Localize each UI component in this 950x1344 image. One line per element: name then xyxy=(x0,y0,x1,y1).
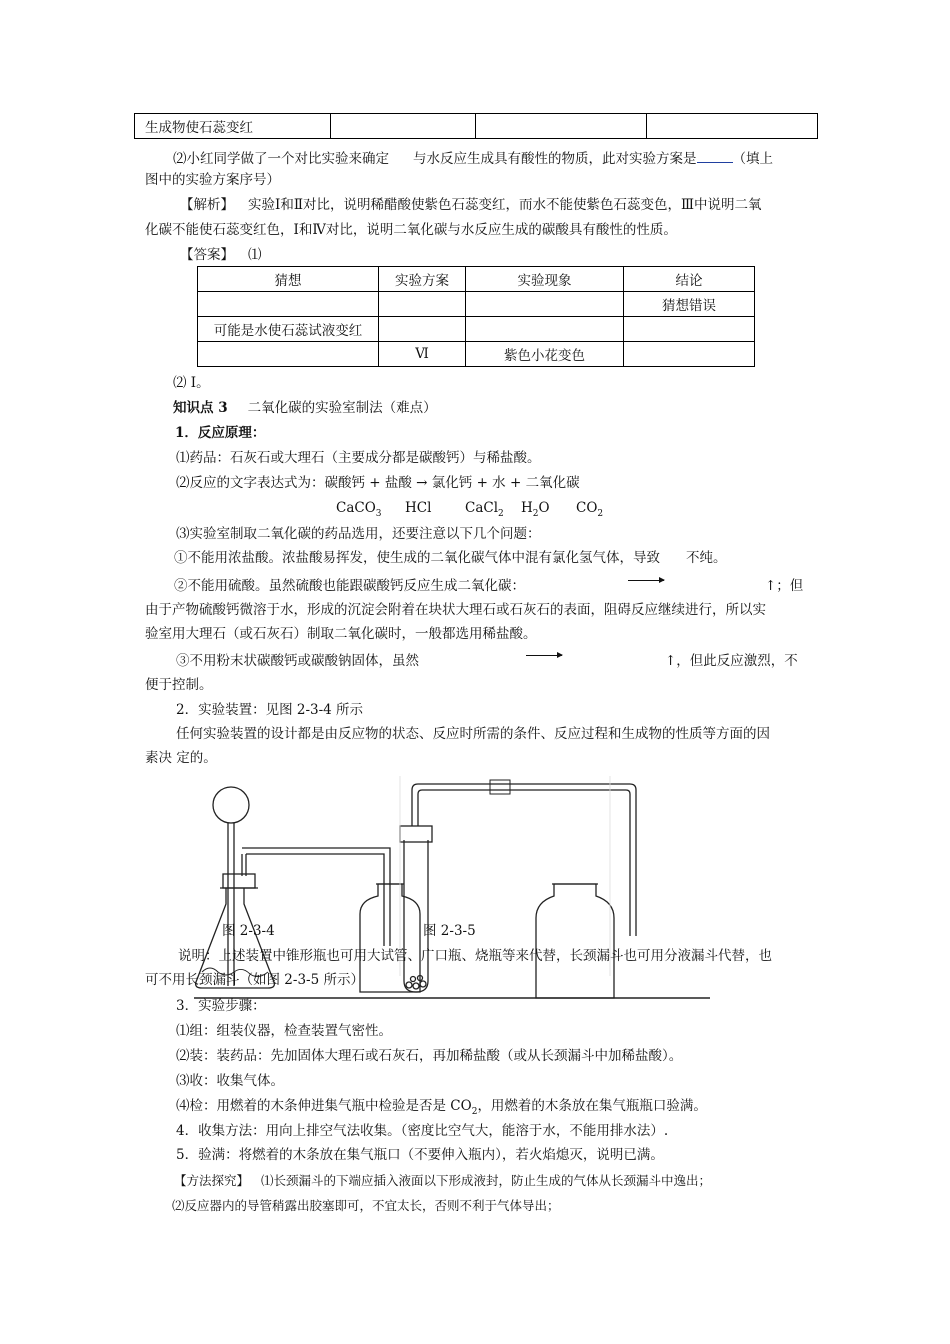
q2-line1 xyxy=(173,151,773,167)
method-line1 xyxy=(174,1175,711,1188)
s1-n3b: ↑，但此反应激烈，不 xyxy=(665,653,798,669)
formula-co2 xyxy=(576,502,603,519)
formula-sub: 2 xyxy=(498,509,504,519)
table-header: 实验方案 xyxy=(379,267,466,292)
s1-n1-text: ①不能用浓盐酸。浓盐酸易挥发，使生成的二氧化碳气体中混有氯化氢气体，导致 xyxy=(174,550,660,566)
top-table-cell xyxy=(647,114,818,139)
formula-cacl2 xyxy=(465,502,504,519)
s3-p4 xyxy=(176,1100,707,1117)
s1-n3a: ③不用粉末状碳酸钙或碳酸钠固体，虽然 xyxy=(176,653,419,669)
table-cell xyxy=(198,342,379,367)
table-header: 结论 xyxy=(624,267,755,292)
formula-text: H xyxy=(521,500,533,516)
s2-note2: 可不用长颈漏斗（如图 2-3-5 所示） xyxy=(145,972,364,988)
analysis-text: 实验Ⅰ和Ⅱ对比，说明稀醋酸使紫色石蕊变红，而水不能使紫色石蕊变色，Ⅲ中说明二氧 xyxy=(248,197,762,213)
top-table-cell xyxy=(476,114,647,139)
fig-caption-2: 图 2-3-5 xyxy=(423,923,476,939)
top-table-cell xyxy=(331,114,476,139)
formula-text: CaCO xyxy=(336,500,376,516)
s3-p4-text: ⑷检：用燃着的木条伸进集气瓶中检验是否是 CO xyxy=(176,1098,472,1114)
table-cell: 猜想错误 xyxy=(624,292,755,317)
s1-n3c: 便于控制。 xyxy=(145,677,213,693)
kp3-title: 二氧化碳的实验室制法（难点） xyxy=(247,400,437,416)
analysis-line2: 化碳不能使石蕊变红色，Ⅰ和Ⅳ对比，说明二氧化碳与水反应生成的碳酸具有酸性的性质。 xyxy=(145,222,677,238)
arrow-icon xyxy=(628,580,664,581)
kp3-label: 知识点 3 xyxy=(173,400,228,416)
fig-caption-1: 图 2-3-4 xyxy=(222,923,275,939)
answer-q2: ⑵ Ⅰ。 xyxy=(173,375,210,391)
s2-note1: 说明：上述装置中锥形瓶也可用大试管、广口瓶、烧瓶等来代替，长颈漏斗也可用分液漏斗代替，也 xyxy=(178,948,772,964)
answer-table xyxy=(197,266,755,367)
s3-p1: ⑴组：组装仪器，检查装置气密性。 xyxy=(176,1023,392,1039)
answer-num: ⑴ xyxy=(248,247,262,263)
table-cell xyxy=(198,292,379,317)
table-cell xyxy=(466,292,624,317)
table-cell xyxy=(379,317,466,342)
analysis-label: 【解析】 xyxy=(180,197,234,213)
apparatus-figure xyxy=(190,776,830,1002)
s3-heading: 3．实验步骤： xyxy=(176,998,266,1014)
s1-p3: ⑶实验室制取二氧化碳的药品选用，还要注意以下几个问题： xyxy=(176,526,541,542)
s3-p3: ⑶收：收集气体。 xyxy=(176,1073,284,1089)
s1-n2a: ②不能用硫酸。虽然硫酸也能跟碳酸钙反应生成二氧化碳： xyxy=(174,578,525,594)
q2-text: 与水反应生成具有酸性的物质，此对实验方案是 xyxy=(413,151,697,167)
s4-text: 4．收集方法：用向上排空气法收集。（密度比空气大，能溶于水，不能用排水法）. xyxy=(176,1123,669,1139)
answer-blank[interactable] xyxy=(697,151,733,163)
formula-text: CO xyxy=(576,500,598,516)
method-label: 【方法探究】 xyxy=(174,1173,250,1188)
s1-n1-text: 不纯。 xyxy=(686,550,727,566)
answer-label xyxy=(180,249,262,263)
top-table xyxy=(134,113,818,139)
top-table-cell: 生成物使石蕊变红 xyxy=(135,114,331,139)
formula-text: O xyxy=(538,500,550,516)
table-header: 实验现象 xyxy=(466,267,624,292)
answer-label-text: 【答案】 xyxy=(180,247,234,263)
arrow-icon xyxy=(526,655,562,656)
s2-p2: 素决 定的。 xyxy=(145,750,217,766)
s1-n2d: 验室用大理石（或石灰石）制取二氧化碳时，一般都选用稀盐酸。 xyxy=(145,626,537,642)
table-cell: Ⅵ xyxy=(379,342,466,367)
s2-heading: 2．实验装置：见图 2-3-4 所示 xyxy=(176,702,364,718)
s1-p1: ⑴药品：石灰石或大理石（主要成分都是碳酸钙）与稀盐酸。 xyxy=(176,450,541,466)
table-cell: 紫色小花变色 xyxy=(466,342,624,367)
analysis-line1 xyxy=(180,199,762,213)
formula-sub: 2 xyxy=(597,509,604,519)
table-cell xyxy=(624,342,755,367)
q2-text: ⑵小红同学做了一个对比实验来确定 xyxy=(173,151,389,167)
table-cell xyxy=(624,317,755,342)
method-line2: ⑵反应器内的导管稍露出胶塞即可，不宜太长，否则不利于气体导出； xyxy=(172,1198,560,1213)
s5-text: 5．验满：将燃着的木条放在集气瓶口（不要伸入瓶内），若火焰熄灭，说明已满。 xyxy=(176,1147,664,1163)
s1-heading: 1．反应原理： xyxy=(175,425,266,441)
s1-n2b: ↑；但 xyxy=(765,578,804,594)
formula-sub: 3 xyxy=(375,509,382,519)
s3-p2: ⑵装：装药品：先加固体大理石或石灰石，再加稀盐酸（或从长颈漏斗中加稀盐酸）。 xyxy=(176,1048,683,1064)
formula-hcl: HCl xyxy=(405,500,432,516)
kp3-heading xyxy=(173,402,437,416)
table-cell xyxy=(379,292,466,317)
s1-p2: ⑵反应的文字表达式为：碳酸钙 + 盐酸 → 氯化钙 + 水 + 二氧化碳 xyxy=(176,475,580,491)
s1-n2c: 由于产物硫酸钙微溶于水，形成的沉淀会附着在块状大理石或石灰石的表面，阻碍反应继续进行，所以实 xyxy=(145,602,766,618)
formula-text: CaCl xyxy=(465,500,499,516)
formula-caco3 xyxy=(336,502,382,519)
table-header: 猜想 xyxy=(198,267,379,292)
method-text: ⑴长颈漏斗的下端应插入液面以下形成液封，防止生成的气体从长颈漏斗中逸出； xyxy=(261,1173,712,1188)
q2-text: （填上 xyxy=(732,151,773,167)
formula-sub: 2 xyxy=(532,509,539,519)
formula-h2o xyxy=(521,502,550,519)
s3-p4-text: ，用燃着的木条放在集气瓶瓶口验满。 xyxy=(477,1098,707,1114)
s3-p4-sub: 2 xyxy=(471,1107,478,1117)
q2-line2: 图中的实验方案序号） xyxy=(145,172,280,188)
s2-p1: 任何实验装置的设计都是由反应物的状态、反应时所需的条件、反应过程和生成物的性质等方面的因 xyxy=(176,726,770,742)
table-cell: 可能是水使石蕊试液变红 xyxy=(198,317,379,342)
s1-n1 xyxy=(174,552,727,566)
table-cell xyxy=(466,317,624,342)
